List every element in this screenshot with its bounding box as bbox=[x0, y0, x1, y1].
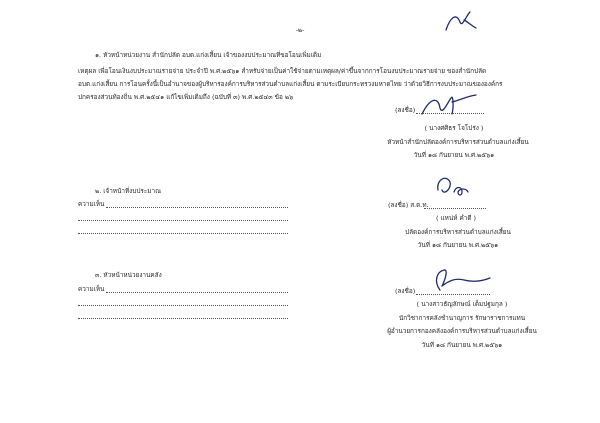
section2-opinion-line-1 bbox=[106, 207, 288, 208]
section2-opinion-line-3 bbox=[78, 233, 288, 234]
section2-signer-name: ( แหน่ห์ คำดี ) bbox=[435, 214, 477, 222]
section1-body-line3: ปกครองส่วนท้องถิ่น พ.ศ.๒๕๔๑ แก้ไขเพิ่มเติมถึง (ฉบับที่ ๓) พ.ศ.๒๕๔๓ ข้อ ๒๖ bbox=[78, 93, 294, 101]
section2-heading: ๒. เจ้าหน้าที่งบประมาณ bbox=[95, 187, 162, 195]
section1-body-line2: อบต.แก่งเสี้ยน การโอนครั้งนี้เป็นอำนาจของผู้บริหารองค์การบริหารส่วนตำบลแก่งเสี้ยน ตามระเบียบกระทรวงมหาดไทย ว่าด้วยวิธีการงบประมาณขององค์กร bbox=[78, 80, 503, 88]
section3-opinion-line-3 bbox=[78, 318, 288, 319]
section3-signature-line bbox=[416, 294, 490, 295]
section3-signer-title2: ผู้อำนวยการกองคลังองค์การบริหารส่วนตำบลแก่งเสี้ยน bbox=[387, 327, 537, 335]
section1-signature-line bbox=[416, 113, 484, 114]
section1-date: วันที่ ๑๘ กันยายน พ.ศ.๒๕๖๑ bbox=[413, 151, 495, 159]
signature-section1 bbox=[418, 92, 482, 118]
section3-heading: ๓. หัวหน้าหน่วยงานคลัง bbox=[95, 271, 162, 279]
signature-section3 bbox=[426, 264, 494, 294]
section3-date: วันที่ ๑๘ กันยายน พ.ศ.๒๕๖๑ bbox=[421, 341, 503, 349]
section3-signer-name: ( นางสาวธัญลักษณ์ เต็มปฐมกุล ) bbox=[416, 300, 508, 308]
section1-signer-title: หัวหน้าสำนักปลัดองค์การบริหารส่วนตำบลแก่งเสี้ยน bbox=[387, 138, 529, 146]
section2-opinion-line-2 bbox=[78, 220, 288, 221]
section3-signer-title: นักวิชาการคลังชำนาญการ รักษาราชการแทน bbox=[398, 314, 526, 322]
signature-section2 bbox=[432, 170, 472, 202]
section1-heading: ๑. หัวหน้าหน่วยงาน สำนักปลัด อบต.แก่งเสี้ยน เจ้าของงบประมาณที่ขอโอนเพิ่มเติม bbox=[95, 51, 322, 59]
section3-opinion-line-2 bbox=[78, 305, 288, 306]
section3-opinion-line-1 bbox=[106, 292, 288, 293]
section2-sign-label: (ลงชื่อ) ส.ต.ท. bbox=[388, 201, 429, 209]
section3-opinion-label: ความเห็น bbox=[78, 285, 105, 293]
page-number: -๒- bbox=[295, 26, 305, 34]
section2-signature-line bbox=[424, 208, 486, 209]
section1-sign-label: (ลงชื่อ) bbox=[395, 106, 416, 114]
signature-mark-top bbox=[440, 8, 480, 34]
section2-signer-title: ปลัดองค์การบริหารส่วนตำบลแก่งเสี้ยน bbox=[405, 228, 511, 236]
section1-signer-name: ( นางศศิธร โจโปร่ง ) bbox=[424, 124, 484, 132]
section1-body-line1: เหตุผล เพื่อโอนเงินงบประมาณรายจ่าย ประจำปี พ.ศ.๒๕๖๑ สำหรับจ่ายเป็นค่าใช้จ่ายตามเหตุผล/ค่าขึ้นจากการโอนงบประมาณรายจ่าย ของสำนักปลัด bbox=[78, 67, 487, 75]
section3-sign-label: (ลงชื่อ) bbox=[395, 287, 416, 295]
section2-opinion-label: ความเห็น bbox=[78, 200, 105, 208]
section2-date: วันที่ ๑๘ กันยายน พ.ศ.๒๕๖๑ bbox=[417, 241, 499, 249]
